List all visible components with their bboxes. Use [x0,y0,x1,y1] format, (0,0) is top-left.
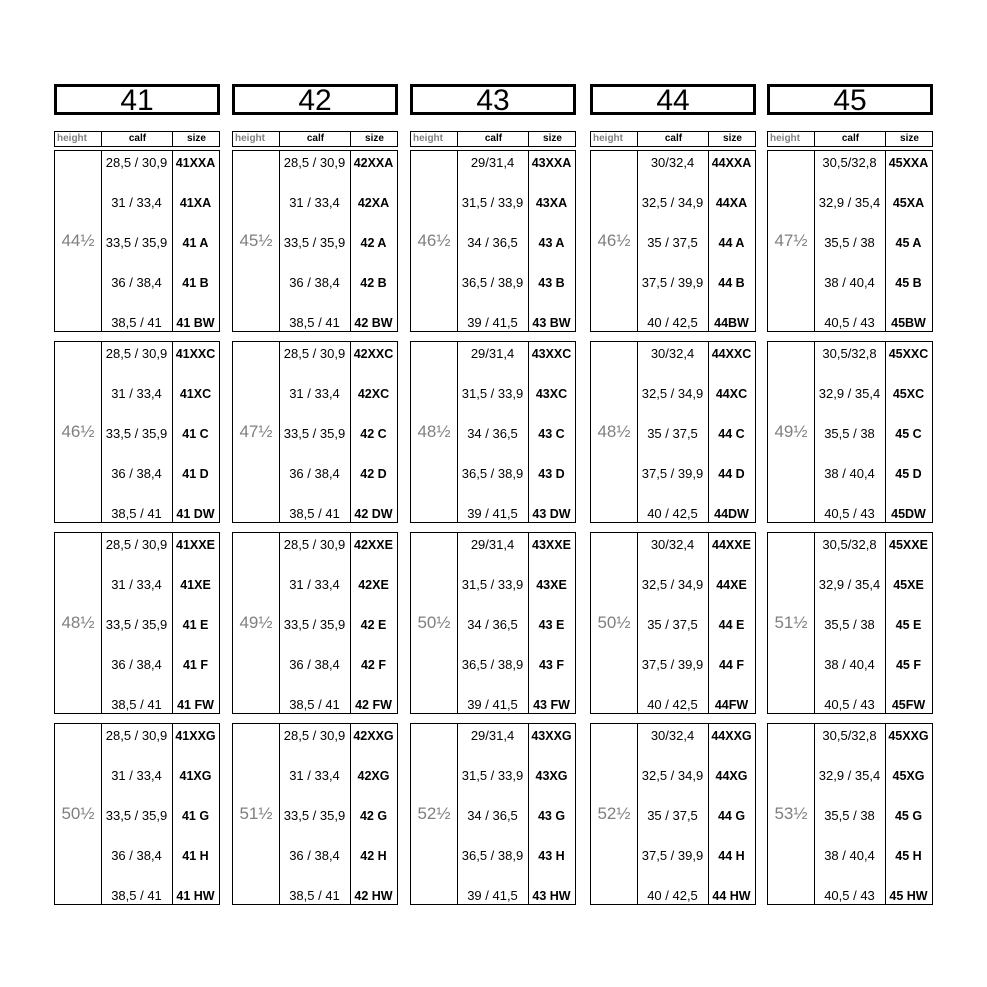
calf-value: 30/32,4 [650,155,695,170]
calf-value: 29/31,4 [470,728,515,743]
size-code: 41XXE [176,538,215,552]
calf-value: 29/31,4 [470,155,515,170]
calf-value: 31 / 33,4 [289,768,340,783]
calf-value: 36 / 38,4 [111,657,162,672]
calf-value: 38,5 / 41 [289,888,340,903]
calf-label: calf [457,132,529,146]
size-code: 43XE [536,578,567,592]
size-code: 42XXE [354,538,393,552]
height-value: 49½ [239,613,273,632]
calf-value: 40,5 / 43 [824,506,875,521]
size-block [590,532,756,714]
size-code: 41 G [181,809,210,823]
height-value: 48½ [417,422,451,441]
calf-value: 31 / 33,4 [111,386,162,401]
size-code: 42 D [360,467,387,481]
calf-value: 35,5 / 38 [824,617,875,632]
height-value: 46½ [597,231,631,250]
size-code: 41 B [182,276,209,290]
calf-value: 29/31,4 [470,346,515,361]
size-label: size [528,132,576,146]
calf-value: 40 / 42,5 [647,888,698,903]
calf-value: 33,5 / 35,9 [283,808,346,823]
calf-value: 38 / 40,4 [824,657,875,672]
size-header: 43 [410,84,576,115]
size-code: 44XXA [711,156,752,170]
size-code: 44XA [715,196,748,210]
size-label: size [172,132,220,146]
size-code: 42XC [357,387,390,401]
calf-value: 36,5 / 38,9 [461,848,524,863]
calf-value: 28,5 / 30,9 [105,728,168,743]
size-code: 45 E [895,618,922,632]
calf-value: 33,5 / 35,9 [105,426,168,441]
size-code: 43 E [538,618,565,632]
size-header: 44 [590,84,756,115]
size-code: 41XXA [175,156,216,170]
calf-value: 36 / 38,4 [289,466,340,481]
size-code: 45XXE [889,538,928,552]
calf-value: 40,5 / 43 [824,315,875,330]
size-block [767,723,933,905]
height-value: 45½ [239,231,273,250]
size-code: 44XE [716,578,747,592]
size-block [232,532,398,714]
size-code: 43XXA [531,156,572,170]
size-code: 44 B [718,276,745,290]
calf-value: 29/31,4 [470,537,515,552]
size-code: 42 HW [354,889,393,903]
calf-value: 38,5 / 41 [289,697,340,712]
calf-value: 39 / 41,5 [467,506,518,521]
size-code: 45 HW [889,889,928,903]
calf-value: 36 / 38,4 [289,657,340,672]
size-code: 41XE [180,578,211,592]
calf-value: 38,5 / 41 [289,506,340,521]
calf-value: 36 / 38,4 [111,275,162,290]
size-code: 45XXC [888,347,929,361]
size-code: 44XXE [712,538,751,552]
height-value: 51½ [239,804,273,823]
size-code: 41 BW [176,316,215,330]
calf-value: 38 / 40,4 [824,848,875,863]
height-value: 52½ [597,804,631,823]
size-code: 45 G [894,809,923,823]
size-code: 43XA [535,196,568,210]
size-code: 44XXG [711,729,752,743]
calf-value: 38 / 40,4 [824,466,875,481]
size-code: 44DW [714,507,749,521]
height-value: 49½ [774,422,808,441]
size-code: 41 H [182,849,209,863]
calf-value: 36,5 / 38,9 [461,275,524,290]
calf-value: 30,5/32,8 [822,346,877,361]
size-code: 43 C [538,427,565,441]
height-value: 48½ [61,613,95,632]
calf-value: 28,5 / 30,9 [105,537,168,552]
calf-value: 33,5 / 35,9 [283,426,346,441]
calf-value: 31 / 33,4 [289,195,340,210]
size-code: 42 A [360,236,387,250]
height-value: 52½ [417,804,451,823]
size-label: size [708,132,756,146]
size-block [54,532,220,714]
size-code: 45DW [891,507,926,521]
calf-value: 38,5 / 41 [111,697,162,712]
size-code: 42XA [357,196,390,210]
size-code: 43 BW [532,316,571,330]
size-block [767,532,933,714]
height-label: height [770,133,800,144]
size-code: 42 C [360,427,387,441]
size-code: 43 HW [532,889,571,903]
size-code: 42XE [358,578,389,592]
size-code: 42XXA [353,156,394,170]
height-value: 53½ [774,804,808,823]
size-code: 43XXC [531,347,572,361]
size-code: 44 HW [712,889,751,903]
calf-value: 32,9 / 35,4 [818,386,881,401]
size-code: 44XXC [711,347,752,361]
column-header-row [767,131,933,147]
size-code: 42 B [360,276,387,290]
size-block [232,150,398,332]
size-label: size [350,132,398,146]
size-code: 45 H [895,849,922,863]
size-code: 41 FW [177,698,214,712]
size-code: 42 BW [354,316,393,330]
size-block [54,150,220,332]
size-code: 42XG [357,769,390,783]
size-block [767,341,933,523]
calf-value: 34 / 36,5 [467,617,518,632]
size-code: 44XC [715,387,748,401]
calf-value: 32,9 / 35,4 [818,768,881,783]
size-code: 41 D [182,467,209,481]
calf-value: 37,5 / 39,9 [641,848,704,863]
size-code: 45FW [891,698,926,712]
calf-value: 39 / 41,5 [467,888,518,903]
calf-value: 33,5 / 35,9 [105,808,168,823]
calf-value: 31,5 / 33,9 [461,768,524,783]
size-code: 43XG [535,769,568,783]
column-header-row [410,131,576,147]
calf-value: 30,5/32,8 [822,537,877,552]
size-code: 44BW [714,316,749,330]
size-code: 44 E [718,618,745,632]
size-code: 42 DW [354,507,393,521]
calf-value: 28,5 / 30,9 [283,346,346,361]
calf-value: 35 / 37,5 [647,426,698,441]
calf-value: 36,5 / 38,9 [461,657,524,672]
size-code: 44FW [714,698,749,712]
height-label: height [593,133,623,144]
calf-value: 28,5 / 30,9 [283,537,346,552]
calf-value: 40,5 / 43 [824,888,875,903]
calf-value: 38,5 / 41 [111,888,162,903]
calf-value: 30/32,4 [650,537,695,552]
size-code: 44 H [718,849,745,863]
size-code: 41 DW [176,507,215,521]
size-block [410,723,576,905]
size-code: 43XXG [531,729,572,743]
calf-value: 33,5 / 35,9 [105,235,168,250]
size-code: 42XXG [353,729,394,743]
calf-label: calf [637,132,709,146]
calf-value: 28,5 / 30,9 [105,346,168,361]
size-code: 42 FW [355,698,392,712]
calf-value: 34 / 36,5 [467,235,518,250]
calf-value: 38,5 / 41 [111,315,162,330]
size-code: 43 A [538,236,565,250]
size-header: 41 [54,84,220,115]
size-code: 43XC [535,387,568,401]
size-code: 45XG [892,769,925,783]
calf-label: calf [101,132,173,146]
calf-value: 38 / 40,4 [824,275,875,290]
size-label: size [885,132,933,146]
size-block [232,341,398,523]
size-code: 44 D [718,467,745,481]
height-value: 46½ [417,231,451,250]
calf-value: 40 / 42,5 [647,506,698,521]
calf-value: 31 / 33,4 [111,577,162,592]
height-value: 48½ [597,422,631,441]
size-block [410,341,576,523]
height-label: height [235,133,265,144]
calf-value: 39 / 41,5 [467,315,518,330]
calf-value: 37,5 / 39,9 [641,466,704,481]
calf-value: 38,5 / 41 [289,315,340,330]
size-code: 45 F [895,658,921,672]
size-block [767,150,933,332]
size-code: 41 F [182,658,208,672]
size-block [590,723,756,905]
calf-value: 31,5 / 33,9 [461,386,524,401]
size-code: 41XXG [175,729,216,743]
calf-value: 36 / 38,4 [289,275,340,290]
calf-value: 33,5 / 35,9 [283,617,346,632]
calf-value: 39 / 41,5 [467,697,518,712]
calf-value: 34 / 36,5 [467,808,518,823]
calf-value: 37,5 / 39,9 [641,657,704,672]
size-code: 41 C [182,427,209,441]
size-code: 44 A [718,236,745,250]
calf-value: 28,5 / 30,9 [283,155,346,170]
calf-value: 30,5/32,8 [822,155,877,170]
size-code: 45BW [891,316,926,330]
height-value: 50½ [597,613,631,632]
calf-value: 36,5 / 38,9 [461,466,524,481]
size-code: 44 G [717,809,746,823]
calf-value: 40 / 42,5 [647,697,698,712]
calf-value: 31,5 / 33,9 [461,195,524,210]
size-code: 42 F [360,658,386,672]
calf-value: 30/32,4 [650,346,695,361]
calf-value: 40 / 42,5 [647,315,698,330]
size-header: 45 [767,84,933,115]
size-code: 41 A [182,236,209,250]
size-code: 41XC [179,387,212,401]
size-code: 45XE [893,578,924,592]
calf-value: 30,5/32,8 [822,728,877,743]
size-block [54,723,220,905]
calf-value: 34 / 36,5 [467,426,518,441]
calf-value: 40,5 / 43 [824,697,875,712]
size-code: 43 H [538,849,565,863]
size-block [410,150,576,332]
calf-value: 37,5 / 39,9 [641,275,704,290]
size-code: 41 E [182,618,209,632]
calf-value: 35,5 / 38 [824,235,875,250]
size-block [410,532,576,714]
column-header-row [590,131,756,147]
height-value: 46½ [61,422,95,441]
size-code: 43 F [538,658,564,672]
calf-value: 30/32,4 [650,728,695,743]
size-code: 42XXC [353,347,394,361]
size-code: 44XG [715,769,748,783]
size-code: 43 DW [532,507,571,521]
height-value: 47½ [239,422,273,441]
size-block [232,723,398,905]
calf-value: 35,5 / 38 [824,808,875,823]
size-code: 42 E [360,618,387,632]
size-code: 43 D [538,467,565,481]
calf-value: 36 / 38,4 [111,466,162,481]
calf-value: 28,5 / 30,9 [105,155,168,170]
calf-value: 32,9 / 35,4 [818,195,881,210]
size-code: 45 C [895,427,922,441]
calf-value: 31 / 33,4 [289,577,340,592]
size-code: 43 G [537,809,566,823]
calf-value: 35,5 / 38 [824,426,875,441]
size-code: 41XXC [175,347,216,361]
size-code: 43 FW [533,698,570,712]
height-value: 51½ [774,613,808,632]
calf-value: 31,5 / 33,9 [461,577,524,592]
calf-value: 33,5 / 35,9 [105,617,168,632]
size-code: 41XG [179,769,212,783]
height-label: height [57,133,87,144]
calf-label: calf [814,132,886,146]
calf-value: 28,5 / 30,9 [283,728,346,743]
calf-value: 36 / 38,4 [111,848,162,863]
size-code: 45XC [892,387,925,401]
calf-value: 32,5 / 34,9 [641,386,704,401]
size-code: 45 A [895,236,922,250]
size-code: 43 B [538,276,565,290]
calf-value: 32,5 / 34,9 [641,768,704,783]
size-block [54,341,220,523]
calf-value: 32,5 / 34,9 [641,195,704,210]
height-value: 47½ [774,231,808,250]
size-code: 45XA [892,196,925,210]
calf-value: 32,9 / 35,4 [818,577,881,592]
calf-value: 35 / 37,5 [647,617,698,632]
size-code: 45XXA [888,156,929,170]
calf-value: 35 / 37,5 [647,235,698,250]
column-header-row [232,131,398,147]
size-block [590,150,756,332]
size-code: 45 D [895,467,922,481]
height-value: 50½ [417,613,451,632]
calf-label: calf [279,132,351,146]
calf-value: 33,5 / 35,9 [283,235,346,250]
size-header: 42 [232,84,398,115]
calf-value: 31 / 33,4 [111,195,162,210]
column-header-row [54,131,220,147]
height-value: 50½ [61,804,95,823]
size-code: 41XA [179,196,212,210]
height-label: height [413,133,443,144]
calf-value: 31 / 33,4 [289,386,340,401]
size-code: 45 B [895,276,922,290]
size-code: 42 H [360,849,387,863]
size-code: 42 G [359,809,388,823]
size-code: 44 C [718,427,745,441]
calf-value: 38,5 / 41 [111,506,162,521]
size-code: 43XXE [532,538,571,552]
size-code: 41 HW [176,889,215,903]
size-code: 44 F [718,658,744,672]
calf-value: 32,5 / 34,9 [641,577,704,592]
size-code: 45XXG [888,729,929,743]
calf-value: 36 / 38,4 [289,848,340,863]
size-block [590,341,756,523]
calf-value: 35 / 37,5 [647,808,698,823]
calf-value: 31 / 33,4 [111,768,162,783]
height-value: 44½ [61,231,95,250]
